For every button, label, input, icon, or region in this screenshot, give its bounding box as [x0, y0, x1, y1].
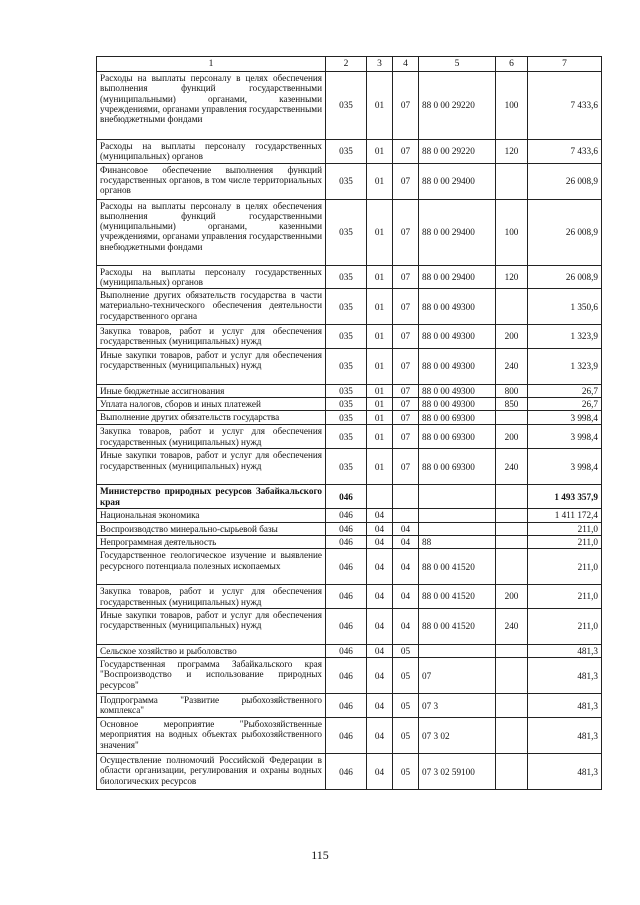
- cell-ministry-code: 046: [326, 754, 367, 790]
- cell-section: 01: [367, 289, 393, 325]
- cell-ministry-code: 035: [326, 398, 367, 411]
- cell-amount: 3 998,4: [528, 449, 602, 485]
- cell-expense-type: [496, 411, 528, 425]
- cell-subsection: 05: [393, 754, 419, 790]
- cell-name: Иные бюджетные ассигнования: [97, 384, 326, 397]
- cell-target-article: 88 0 00 29400: [419, 265, 496, 289]
- table-row: [97, 425, 602, 449]
- cell-section: 01: [367, 163, 393, 199]
- table-row: [97, 585, 602, 609]
- cell-target-article: 88 0 00 41520: [419, 608, 496, 644]
- table-row: [97, 549, 602, 585]
- cell-ministry-code: 035: [326, 449, 367, 485]
- table-row: [97, 398, 602, 411]
- cell-section: 04: [367, 644, 393, 657]
- cell-name: Финансовое обеспечение выполнения функций государственных органов, в том числе территориальных органов: [97, 163, 326, 199]
- cell-target-article: 88 0 00 69300: [419, 411, 496, 425]
- cell-target-article: 07 3 02: [419, 718, 496, 754]
- table-row: [97, 694, 602, 718]
- header-cell-target: 5: [419, 57, 496, 72]
- header-cell-subsection: 4: [393, 57, 419, 72]
- cell-section: 01: [367, 411, 393, 425]
- table-row: [97, 718, 602, 754]
- cell-expense-type: [496, 522, 528, 535]
- cell-target-article: [419, 485, 496, 509]
- cell-amount: 481,3: [528, 644, 602, 657]
- cell-section: 01: [367, 384, 393, 397]
- table-row: [97, 644, 602, 657]
- cell-subsection: 05: [393, 658, 419, 694]
- cell-target-article: 88 0 00 41520: [419, 585, 496, 609]
- table-row: [97, 411, 602, 425]
- cell-expense-type: 200: [496, 325, 528, 349]
- table-row: [97, 522, 602, 535]
- cell-subsection: 07: [393, 449, 419, 485]
- table-row: [97, 265, 602, 289]
- cell-subsection: 07: [393, 163, 419, 199]
- cell-ministry-code: 046: [326, 485, 367, 509]
- cell-ministry-code: 046: [326, 658, 367, 694]
- cell-name: Сельское хозяйство и рыболовство: [97, 644, 326, 657]
- table-row: [97, 608, 602, 644]
- cell-expense-type: [496, 658, 528, 694]
- cell-target-article: [419, 522, 496, 535]
- cell-target-article: 88 0 00 29400: [419, 163, 496, 199]
- cell-expense-type: [496, 718, 528, 754]
- cell-name: Непрограммная деятельность: [97, 535, 326, 548]
- cell-target-article: 88 0 00 29400: [419, 199, 496, 265]
- table-row: [97, 348, 602, 384]
- cell-expense-type: 100: [496, 72, 528, 140]
- table-row: [97, 754, 602, 790]
- cell-subsection: 04: [393, 535, 419, 548]
- cell-ministry-code: 046: [326, 549, 367, 585]
- cell-section: 04: [367, 718, 393, 754]
- cell-name: Осуществление полномочий Российской Федерации в области организации, регулирования и охраны водных биологических ресурсов: [97, 754, 326, 790]
- cell-name: Подпрограмма "Развитие рыбохозяйственного комплекса": [97, 694, 326, 718]
- cell-ministry-code: 035: [326, 199, 367, 265]
- table-row: [97, 163, 602, 199]
- cell-expense-type: 120: [496, 265, 528, 289]
- cell-target-article: 88 0 00 49300: [419, 384, 496, 397]
- cell-name: Закупка товаров, работ и услуг для обеспечения государственных (муниципальных) нужд: [97, 325, 326, 349]
- cell-name: Государственная программа Забайкальского края "Воспроизводство и использование природных ресурсов": [97, 658, 326, 694]
- cell-name: Государственное геологическое изучение и выявление ресурсного потенциала полезных ископаемых: [97, 549, 326, 585]
- header-cell-name: 1: [97, 57, 326, 72]
- cell-target-article: 88 0 00 49300: [419, 348, 496, 384]
- cell-amount: 26 008,9: [528, 163, 602, 199]
- cell-ministry-code: 046: [326, 535, 367, 548]
- cell-section: 01: [367, 348, 393, 384]
- cell-subsection: 05: [393, 694, 419, 718]
- cell-section: [367, 485, 393, 509]
- cell-name: Выполнение других обязательств государства в части материально-технического обеспечения деятельности государственного органа: [97, 289, 326, 325]
- cell-subsection: 04: [393, 522, 419, 535]
- header-cell-amount: 7: [528, 57, 602, 72]
- cell-expense-type: 850: [496, 398, 528, 411]
- table-row: [97, 325, 602, 349]
- cell-name: Министерство природных ресурсов Забайкальского края: [97, 485, 326, 509]
- cell-amount: 211,0: [528, 608, 602, 644]
- cell-expense-type: [496, 754, 528, 790]
- cell-amount: 211,0: [528, 522, 602, 535]
- cell-subsection: 07: [393, 348, 419, 384]
- cell-ministry-code: 035: [326, 265, 367, 289]
- cell-name: Иные закупки товаров, работ и услуг для обеспечения государственных (муниципальных) нужд: [97, 348, 326, 384]
- cell-expense-type: [496, 509, 528, 522]
- cell-amount: 1 411 172,4: [528, 509, 602, 522]
- cell-ministry-code: 035: [326, 289, 367, 325]
- cell-subsection: 07: [393, 72, 419, 140]
- cell-ministry-code: 046: [326, 718, 367, 754]
- cell-ministry-code: 035: [326, 425, 367, 449]
- cell-ministry-code: 046: [326, 522, 367, 535]
- cell-subsection: [393, 485, 419, 509]
- cell-subsection: 07: [393, 398, 419, 411]
- header-cell-ministry: 2: [326, 57, 367, 72]
- cell-amount: 481,3: [528, 658, 602, 694]
- cell-section: 01: [367, 325, 393, 349]
- cell-ministry-code: 035: [326, 140, 367, 164]
- budget-table-page: [96, 56, 601, 790]
- cell-subsection: 07: [393, 325, 419, 349]
- page-number: 115: [311, 848, 329, 862]
- cell-name: Закупка товаров, работ и услуг для обеспечения государственных (муниципальных) нужд: [97, 425, 326, 449]
- cell-section: 01: [367, 140, 393, 164]
- cell-section: 01: [367, 449, 393, 485]
- cell-expense-type: 100: [496, 199, 528, 265]
- cell-name: Выполнение других обязательств государства: [97, 411, 326, 425]
- cell-expense-type: 240: [496, 449, 528, 485]
- budget-table: [96, 56, 602, 790]
- cell-ministry-code: 046: [326, 509, 367, 522]
- table-row: [97, 535, 602, 548]
- cell-section: 04: [367, 754, 393, 790]
- cell-section: 04: [367, 608, 393, 644]
- cell-subsection: 07: [393, 289, 419, 325]
- cell-target-article: 88 0 00 29220: [419, 72, 496, 140]
- cell-ministry-code: 035: [326, 163, 367, 199]
- cell-target-article: 88 0 00 49300: [419, 289, 496, 325]
- cell-amount: 26 008,9: [528, 199, 602, 265]
- cell-subsection: 07: [393, 140, 419, 164]
- cell-expense-type: [496, 644, 528, 657]
- cell-target-article: 88 0 00 69300: [419, 449, 496, 485]
- cell-amount: 7 433,6: [528, 72, 602, 140]
- cell-amount: 1 350,6: [528, 289, 602, 325]
- cell-section: 04: [367, 522, 393, 535]
- cell-ministry-code: 035: [326, 348, 367, 384]
- cell-amount: 481,3: [528, 754, 602, 790]
- cell-amount: 7 433,6: [528, 140, 602, 164]
- cell-ministry-code: 035: [326, 72, 367, 140]
- cell-subsection: 07: [393, 411, 419, 425]
- cell-amount: 1 323,9: [528, 325, 602, 349]
- table-row: [97, 485, 602, 509]
- cell-expense-type: [496, 163, 528, 199]
- table-row: [97, 384, 602, 397]
- cell-subsection: 05: [393, 718, 419, 754]
- cell-subsection: 04: [393, 585, 419, 609]
- cell-name: Воспроизводство минерально-сырьевой базы: [97, 522, 326, 535]
- cell-name: Расходы на выплаты персоналу в целях обеспечения выполнения функций государственными (муниципальными) органами, казенными учреждениями, органами управления государственными внебюджетными фондами: [97, 72, 326, 140]
- header-row: [97, 57, 602, 72]
- table-row: [97, 658, 602, 694]
- cell-amount: 1 323,9: [528, 348, 602, 384]
- cell-subsection: 04: [393, 549, 419, 585]
- cell-subsection: 07: [393, 199, 419, 265]
- cell-section: 04: [367, 535, 393, 548]
- cell-amount: 26 008,9: [528, 265, 602, 289]
- table-row: [97, 289, 602, 325]
- cell-expense-type: [496, 694, 528, 718]
- cell-amount: 26,7: [528, 384, 602, 397]
- table-row: [97, 509, 602, 522]
- cell-expense-type: 200: [496, 585, 528, 609]
- cell-expense-type: 240: [496, 348, 528, 384]
- cell-amount: 26,7: [528, 398, 602, 411]
- cell-subsection: 07: [393, 425, 419, 449]
- cell-target-article: 07 3: [419, 694, 496, 718]
- cell-amount: 3 998,4: [528, 425, 602, 449]
- cell-amount: 1 493 357,9: [528, 485, 602, 509]
- cell-target-article: 88 0 00 49300: [419, 398, 496, 411]
- cell-expense-type: [496, 289, 528, 325]
- cell-section: 01: [367, 72, 393, 140]
- cell-target-article: 07 3 02 59100: [419, 754, 496, 790]
- table-row: [97, 199, 602, 265]
- cell-section: 01: [367, 265, 393, 289]
- cell-expense-type: 240: [496, 608, 528, 644]
- table-row: [97, 140, 602, 164]
- cell-name: Основное мероприятие "Рыбохозяйственные мероприятия на водных объектах рыбохозяйственного значения": [97, 718, 326, 754]
- cell-subsection: 04: [393, 608, 419, 644]
- cell-name: Расходы на выплаты персоналу государственных (муниципальных) органов: [97, 265, 326, 289]
- cell-section: 04: [367, 549, 393, 585]
- cell-amount: 211,0: [528, 549, 602, 585]
- cell-subsection: 07: [393, 384, 419, 397]
- cell-target-article: 88 0 00 69300: [419, 425, 496, 449]
- cell-section: 01: [367, 398, 393, 411]
- cell-target-article: 07: [419, 658, 496, 694]
- cell-target-article: 88 0 00 41520: [419, 549, 496, 585]
- cell-name: Расходы на выплаты персоналу в целях обеспечения выполнения функций государственными (муниципальными) органами, казенными учреждениями, органами управления государственными внебюджетными фондами: [97, 199, 326, 265]
- cell-expense-type: 200: [496, 425, 528, 449]
- cell-expense-type: 800: [496, 384, 528, 397]
- cell-section: 04: [367, 658, 393, 694]
- cell-expense-type: [496, 535, 528, 548]
- cell-name: Национальная экономика: [97, 509, 326, 522]
- cell-subsection: 05: [393, 644, 419, 657]
- cell-ministry-code: 035: [326, 411, 367, 425]
- cell-ministry-code: 035: [326, 325, 367, 349]
- cell-target-article: [419, 509, 496, 522]
- table-row: [97, 72, 602, 140]
- table-row: [97, 449, 602, 485]
- cell-section: 04: [367, 585, 393, 609]
- cell-target-article: 88 0 00 49300: [419, 325, 496, 349]
- header-cell-section: 3: [367, 57, 393, 72]
- cell-amount: 3 998,4: [528, 411, 602, 425]
- cell-target-article: [419, 644, 496, 657]
- cell-target-article: 88 0 00 29220: [419, 140, 496, 164]
- cell-ministry-code: 035: [326, 384, 367, 397]
- cell-name: Уплата налогов, сборов и иных платежей: [97, 398, 326, 411]
- cell-expense-type: 120: [496, 140, 528, 164]
- cell-section: 04: [367, 694, 393, 718]
- cell-name: Иные закупки товаров, работ и услуг для обеспечения государственных (муниципальных) нужд: [97, 608, 326, 644]
- cell-name: Иные закупки товаров, работ и услуг для обеспечения государственных (муниципальных) нужд: [97, 449, 326, 485]
- cell-amount: 211,0: [528, 585, 602, 609]
- cell-name: Закупка товаров, работ и услуг для обеспечения государственных (муниципальных) нужд: [97, 585, 326, 609]
- cell-ministry-code: 046: [326, 585, 367, 609]
- cell-amount: 481,3: [528, 694, 602, 718]
- cell-ministry-code: 046: [326, 694, 367, 718]
- cell-amount: 211,0: [528, 535, 602, 548]
- cell-target-article: 88: [419, 535, 496, 548]
- cell-section: 01: [367, 199, 393, 265]
- header-cell-expense-type: 6: [496, 57, 528, 72]
- cell-section: 04: [367, 509, 393, 522]
- cell-amount: 481,3: [528, 718, 602, 754]
- cell-name: Расходы на выплаты персоналу государственных (муниципальных) органов: [97, 140, 326, 164]
- cell-expense-type: [496, 549, 528, 585]
- cell-ministry-code: 046: [326, 644, 367, 657]
- cell-subsection: 07: [393, 265, 419, 289]
- cell-expense-type: [496, 485, 528, 509]
- cell-section: 01: [367, 425, 393, 449]
- cell-ministry-code: 046: [326, 608, 367, 644]
- cell-subsection: [393, 509, 419, 522]
